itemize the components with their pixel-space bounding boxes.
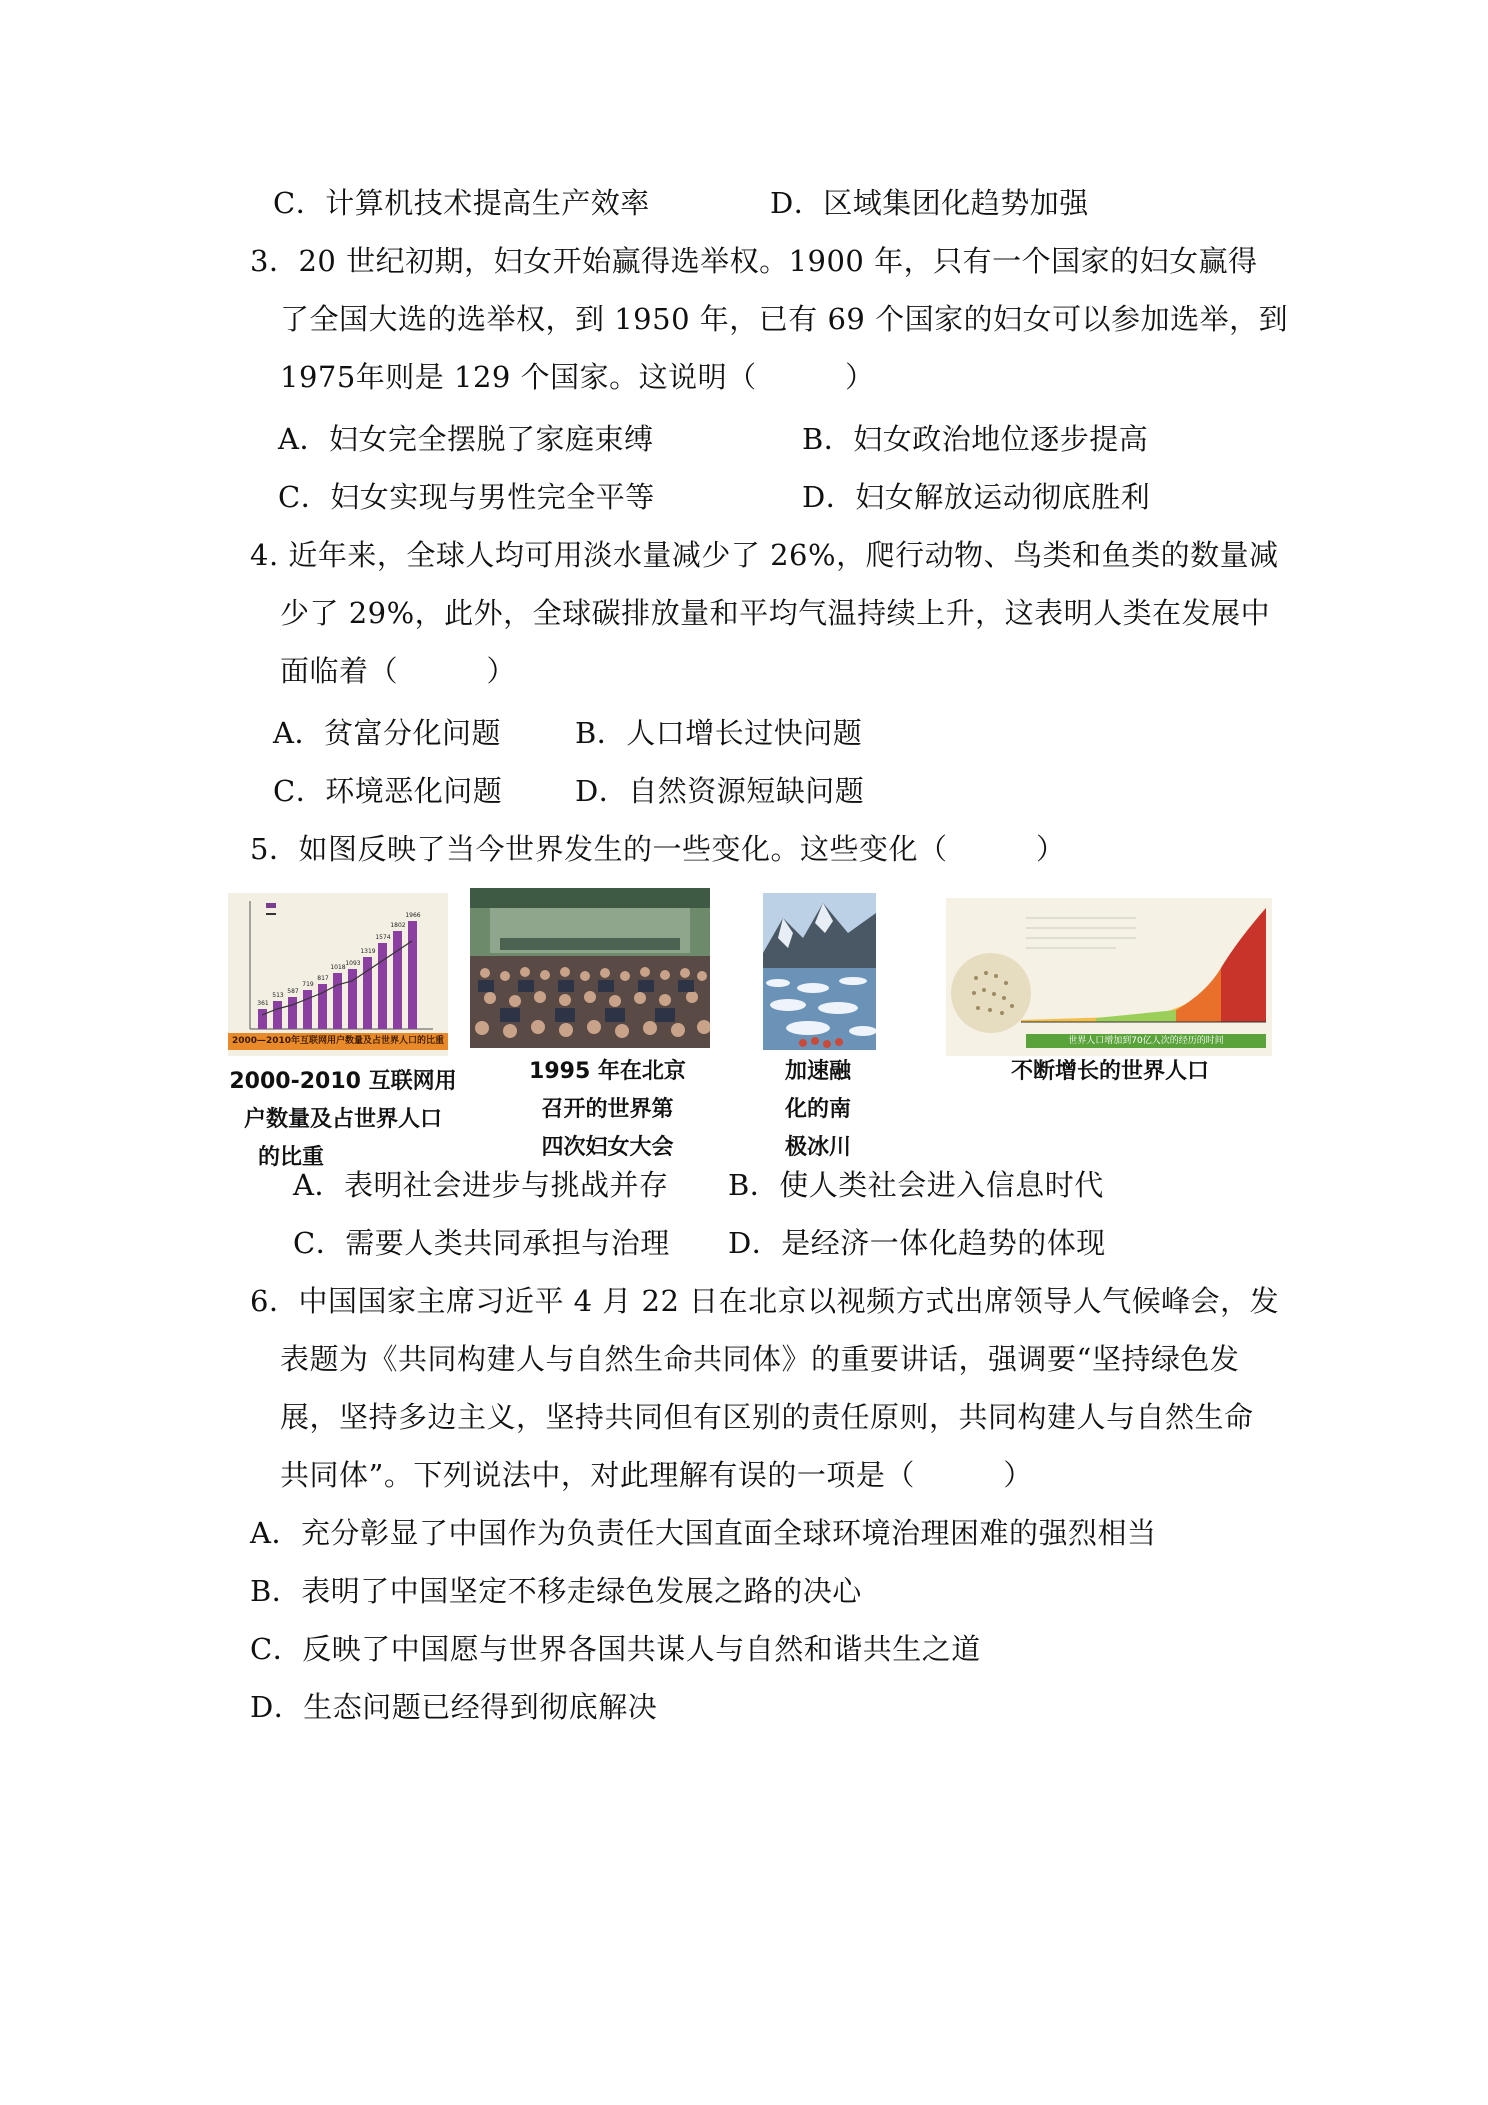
q6-stem-line-2: 表题为《共同构建人与自然生命共同体》的重要讲话，强调要“坚持绿色发 <box>280 1342 1240 1376</box>
caption-line: 的比重 <box>258 1145 325 1170</box>
chart-value-label: 1966 <box>405 912 421 919</box>
caption-conference <box>505 1053 710 1167</box>
q3-stem-line-1: 3．20 世纪初期，妇女开始赢得选举权。1900 年，只有一个国家的妇女赢得 <box>250 244 1258 278</box>
q6-option-d: D．生态问题已经得到彻底解决 <box>250 1690 658 1724</box>
q6-stem-line-3: 展，坚持多边主义，坚持共同但有区别的责任原则，共同构建人与自然生命 <box>280 1400 1254 1434</box>
q4-stem-line-3: 面临着（ ） <box>280 654 517 688</box>
q3-stem-line-2: 了全国大选的选举权，到 1950 年，已有 69 个国家的妇女可以参加选举，到 <box>280 302 1289 336</box>
chart-banner: 2000—2010年互联网用户数量及占世界人口的比重 <box>231 1036 445 1046</box>
chart-value-label: 513 <box>272 992 284 999</box>
q5-option-d: D．是经济一体化趋势的体现 <box>728 1226 1106 1260</box>
q6-option-b: B．表明了中国坚定不移走绿色发展之路的决心 <box>250 1574 862 1608</box>
caption-line: 1995 年在北京 <box>529 1059 686 1084</box>
caption-line: 化的南 <box>784 1097 851 1122</box>
q4-option-c: C．环境恶化问题 <box>273 774 503 808</box>
caption-glacier <box>768 1053 868 1167</box>
q2-option-c: C．计算机技术提高生产效率 <box>273 186 650 220</box>
caption-line: 加速融 <box>784 1059 851 1084</box>
q3-option-d: D．妇女解放运动彻底胜利 <box>802 480 1151 514</box>
q6-option-a: A．充分彰显了中国作为负责任大国直面全球环境治理困难的强烈相当 <box>250 1516 1157 1550</box>
q6-option-c: C．反映了中国愿与世界各国共谋人与自然和谐共生之道 <box>250 1632 981 1666</box>
q6-stem-line-4: 共同体”。下列说法中，对此理解有误的一项是（ ） <box>280 1458 1033 1492</box>
caption-line: 极冰川 <box>784 1135 851 1160</box>
chart-value-label: 719 <box>302 981 314 988</box>
chart-value-label: 587 <box>287 988 299 995</box>
q3-option-a: A．妇女完全摆脱了家庭束缚 <box>278 422 654 456</box>
chart-value-label: 1802 <box>390 922 406 929</box>
q6-stem-line-1: 6．中国国家主席习近平 4 月 22 日在北京以视频方式出席领导人气候峰会，发 <box>250 1284 1280 1318</box>
caption-line: 户数量及占世界人口 <box>243 1107 442 1132</box>
chart-value-label: 1319 <box>360 948 376 955</box>
chart-value-label: 1018 <box>330 964 346 971</box>
q5-option-a: A．表明社会进步与挑战并存 <box>293 1168 669 1202</box>
internet-users-chart <box>228 893 448 1056</box>
chart-value-label: 361 <box>257 1000 269 1007</box>
conference-photo <box>470 888 710 1048</box>
q4-stem-line-2: 少了 29%，此外，全球碳排放量和平均气温持续上升，这表明人类在发展中 <box>280 596 1271 630</box>
population-banner: 世界人口增加到70亿人次的经历的时间 <box>1068 1036 1224 1046</box>
q3-stem-line-3: 1975年则是 129 个国家。这说明（ ） <box>280 360 875 394</box>
population-growth-image <box>946 898 1272 1056</box>
caption-line: 2000-2010 互联网用 <box>229 1069 457 1094</box>
q4-option-a: A．贫富分化问题 <box>273 716 501 750</box>
caption-internet-chart <box>228 1063 458 1177</box>
q2-option-d: D．区域集团化趋势加强 <box>770 186 1089 220</box>
chart-value-label: 1093 <box>345 960 361 967</box>
caption-line: 四次妇女大会 <box>541 1135 674 1160</box>
chart-value-label: 817 <box>317 975 329 982</box>
caption-population <box>960 1053 1260 1091</box>
q4-option-d: D．自然资源短缺问题 <box>575 774 865 808</box>
q5-option-b: B．使人类社会进入信息时代 <box>728 1168 1104 1202</box>
caption-line: 召开的世界第 <box>541 1097 674 1122</box>
q5-stem: 5．如图反映了当今世界发生的一些变化。这些变化（ ） <box>250 832 1066 866</box>
q3-option-b: B．妇女政治地位逐步提高 <box>802 422 1149 456</box>
q5-option-c: C．需要人类共同承担与治理 <box>293 1226 670 1260</box>
q4-stem-line-1: 4. 近年来，全球人均可用淡水量减少了 26%，爬行动物、鸟类和鱼类的数量减 <box>250 538 1279 572</box>
q4-option-b: B．人口增长过快问题 <box>575 716 863 750</box>
q3-option-c: C．妇女实现与男性完全平等 <box>278 480 655 514</box>
caption-line: 不断增长的世界人口 <box>1010 1059 1209 1084</box>
chart-value-label: 1574 <box>375 934 391 941</box>
glacier-photo <box>763 893 876 1050</box>
